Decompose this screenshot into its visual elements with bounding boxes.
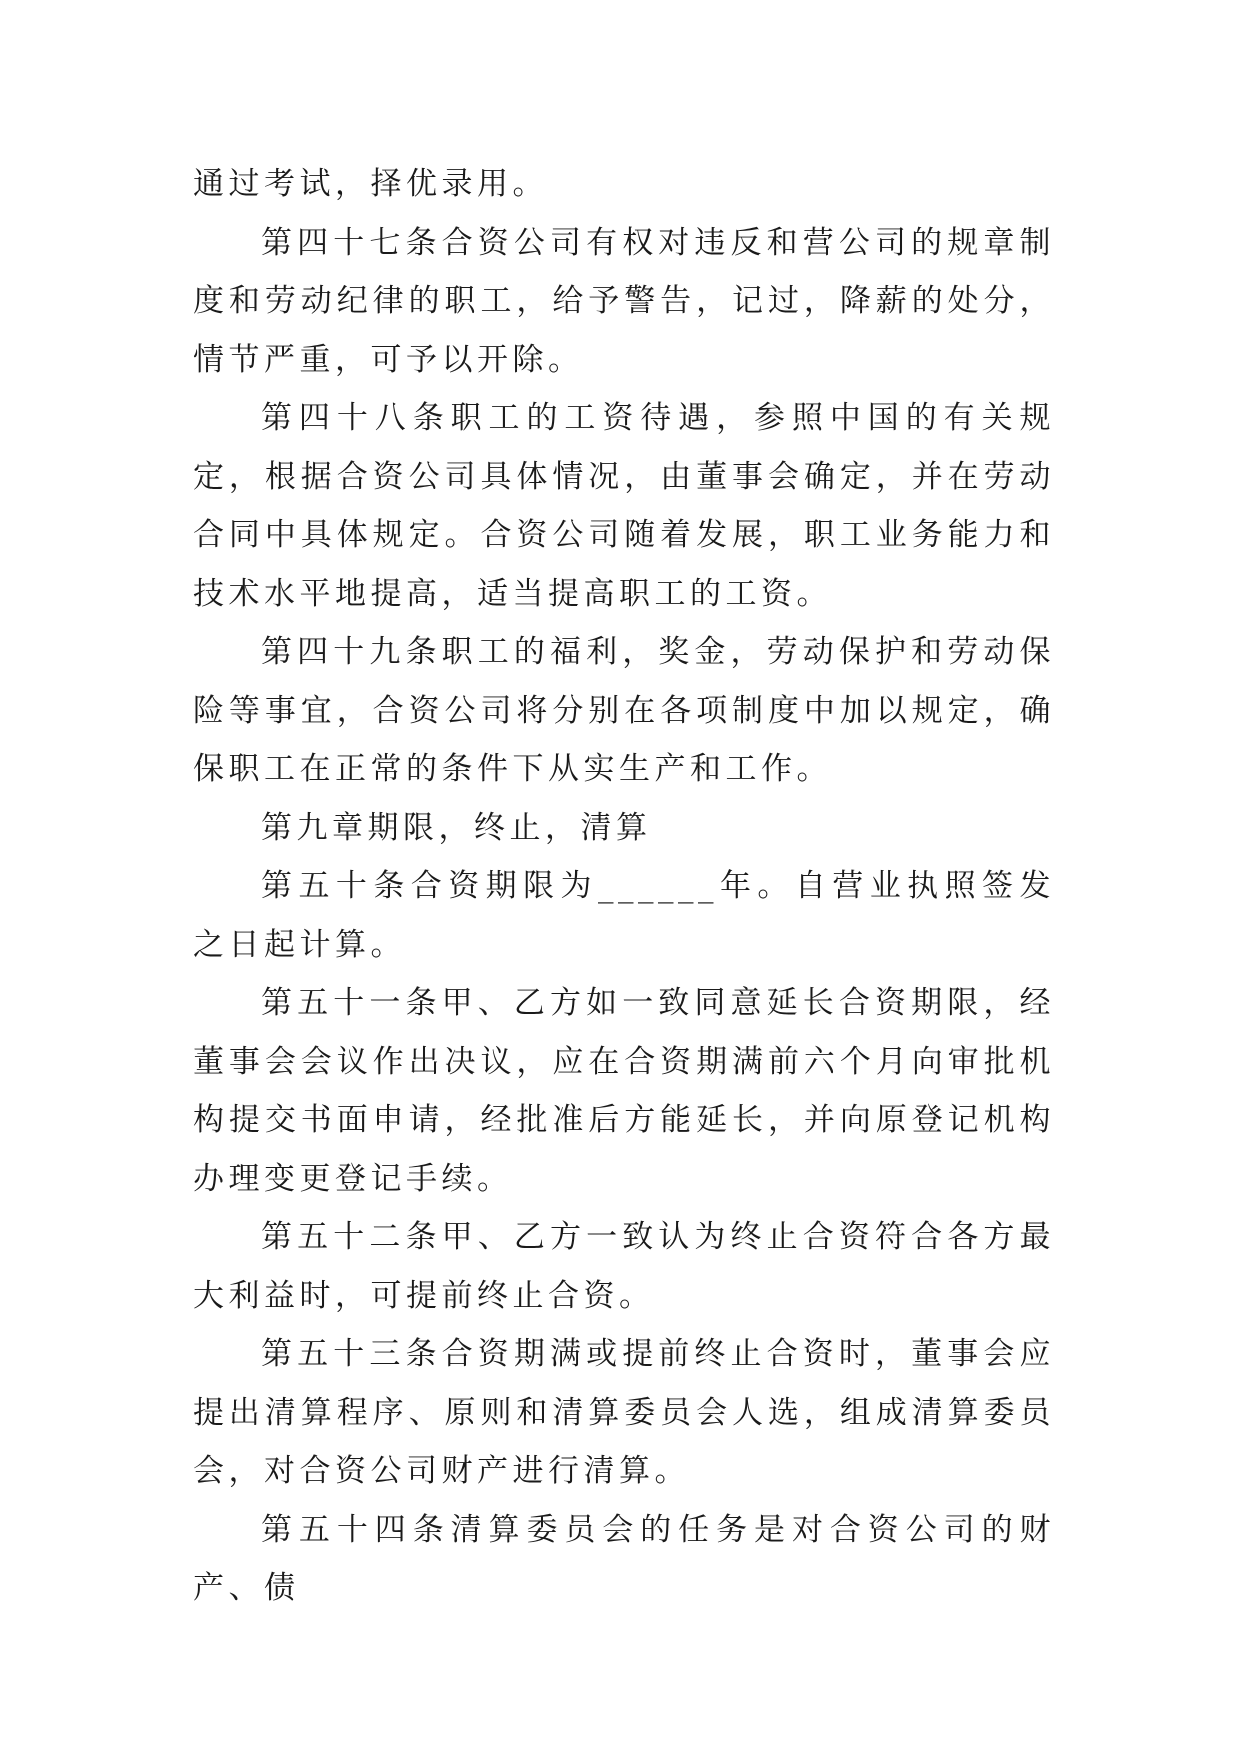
document-body xyxy=(193,155,1055,1618)
paragraph-continuation: 通过考试，择优录用。 xyxy=(193,166,548,202)
paragraph-article-48: 第四十八条职工的工资待遇，参照中国的有关规定，根据合资公司具体情况，由董事会确定，并在劳动合同中具体规定。合资公司随着发展，职工业务能力和技术水平地提高，适当提高职工的工资。 xyxy=(193,400,1055,612)
paragraph-article-47: 第四十七条合资公司有权对违反和营公司的规章制度和劳动纪律的职工，给予警告，记过，降薪的处分，情节严重，可予以开除。 xyxy=(193,224,1055,378)
paragraph-article-52: 第五十二条甲、乙方一致认为终止合资符合各方最大利益时，可提前终止合资。 xyxy=(193,1219,1055,1314)
paragraph-article-50: 第五十条合资期限为______年。自营业执照签发之日起计算。 xyxy=(193,868,1055,963)
paragraph-article-53: 第五十三条合资期满或提前终止合资时，董事会应提出清算程序、原则和清算委员会人选，组成清算委员会，对合资公司财产进行清算。 xyxy=(193,1336,1055,1489)
paragraph-article-54: 第五十四条清算委员会的任务是对合资公司的财产、债 xyxy=(193,1511,1055,1606)
chapter-heading: 第九章期限，终止，清算 xyxy=(261,809,652,846)
paragraph-article-51: 第五十一条甲、乙方如一致同意延长合资期限，经董事会会议作出决议，应在合资期满前六个月向审批机构提交书面申请，经批准后方能延长，并向原登记机构办理变更登记手续。 xyxy=(193,985,1055,1197)
paragraph-article-49: 第四十九条职工的福利，奖金，劳动保护和劳动保险等事宜，合资公司将分别在各项制度中加以规定，确保职工在正常的条件下从实生产和工作。 xyxy=(193,634,1055,787)
